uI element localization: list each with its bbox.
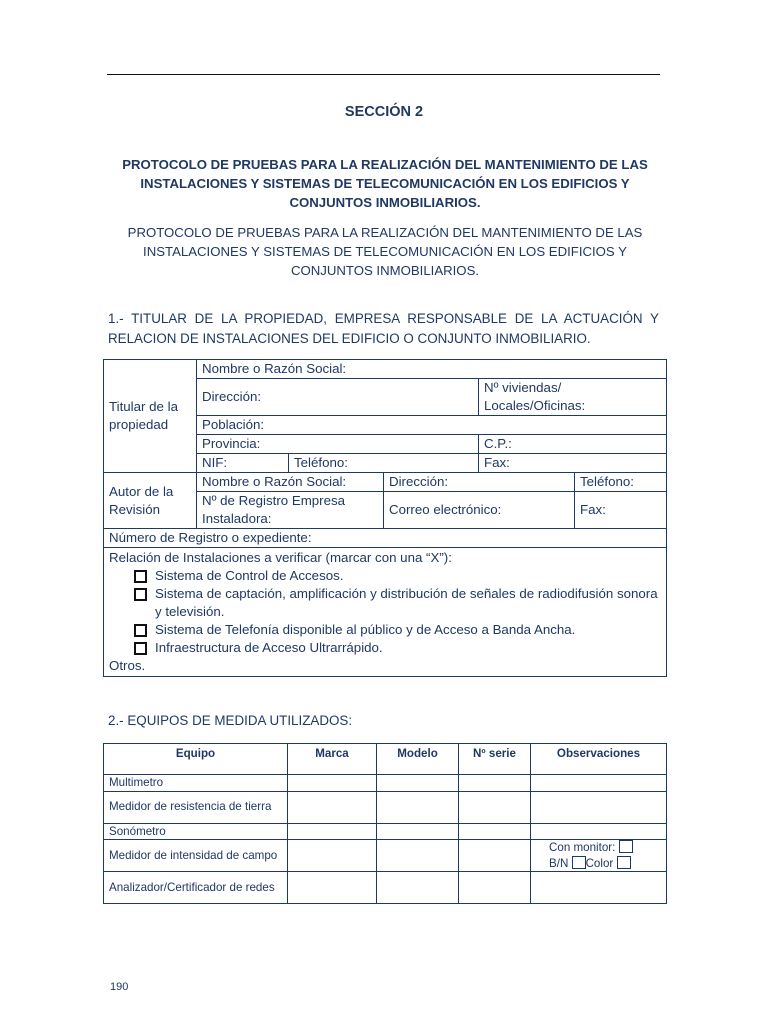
color-label: Color [585, 856, 614, 870]
marca-cell[interactable] [288, 775, 377, 792]
header-serie: Nº serie [459, 744, 531, 775]
check-label: Sistema de Telefonía disponible al público y de Acceso a Banda Ancha. [155, 622, 576, 637]
check-item[interactable] [109, 585, 661, 621]
observaciones-cell[interactable] [531, 823, 667, 840]
checkbox-icon[interactable] [134, 570, 147, 583]
observaciones-cell[interactable] [531, 840, 667, 872]
color-checkbox[interactable] [617, 856, 631, 869]
checkbox-icon[interactable] [134, 588, 147, 601]
poblacion-field[interactable]: Población: [197, 416, 667, 435]
nif-field[interactable]: NIF: [197, 454, 289, 473]
check-label: Infraestructura de Acceso Ultrarrápido. [155, 640, 383, 655]
num-registro-field[interactable]: Número de Registro o expediente: [104, 529, 667, 548]
con-monitor-checkbox[interactable] [619, 840, 633, 853]
provincia-field[interactable]: Provincia: [197, 435, 479, 454]
serie-cell[interactable] [459, 840, 531, 872]
modelo-cell[interactable] [377, 791, 459, 823]
top-rule [107, 74, 660, 75]
equipo-name: Medidor de resistencia de tierra [104, 791, 288, 823]
observaciones-cell[interactable] [531, 872, 667, 904]
table-row [104, 872, 667, 904]
marca-cell[interactable] [288, 823, 377, 840]
relacion-label: Relación de Instalaciones a verificar (marcar con una “X”): [109, 550, 452, 565]
checkbox-icon[interactable] [134, 642, 147, 655]
header-equipo: Equipo [104, 744, 288, 775]
autor-direccion-field[interactable]: Dirección: [384, 473, 575, 492]
titular-label: Titular de la propiedad [104, 360, 197, 473]
direccion-field[interactable]: Dirección: [197, 379, 479, 416]
viviendas-field[interactable]: Nº viviendas/ Locales/Oficinas: [479, 379, 667, 416]
section-title: SECCIÓN 2 [344, 104, 424, 120]
otros-label: Otros. [109, 658, 146, 673]
serie-cell[interactable] [459, 872, 531, 904]
check-item[interactable] [109, 567, 661, 585]
serie-cell[interactable] [459, 791, 531, 823]
heading-equipos: 2.- EQUIPOS DE MEDIDA UTILIZADOS: [108, 713, 353, 728]
fax-field[interactable]: Fax: [479, 454, 667, 473]
autor-nombre-field[interactable]: Nombre o Razón Social: [197, 473, 384, 492]
nombre-field[interactable]: Nombre o Razón Social: [197, 360, 667, 379]
equipos-table [103, 743, 667, 904]
observaciones-cell[interactable] [531, 791, 667, 823]
bn-label: B/N [549, 856, 569, 870]
equipo-name: Medidor de intensidad de campo [104, 840, 288, 872]
check-label: Sistema de captación, amplificación y distribución de señales de radiodifusión sonora y televisión. [155, 586, 658, 619]
header-observaciones: Observaciones [531, 744, 667, 775]
check-item[interactable] [109, 639, 661, 657]
con-monitor-label: Con monitor: [549, 841, 616, 854]
check-label: Sistema de Control de Accesos. [155, 568, 344, 583]
check-item[interactable] [109, 621, 661, 639]
table-row [104, 840, 667, 872]
equipo-name: Analizador/Certificador de redes [104, 872, 288, 904]
observaciones-cell[interactable] [531, 775, 667, 792]
equipo-name: Multimetro [104, 775, 288, 792]
marca-cell[interactable] [288, 840, 377, 872]
equipo-name: Sonómetro [104, 823, 288, 840]
heading-titular: 1.- TITULAR DE LA PROPIEDAD, EMPRESA RESPONSABLE DE LA ACTUACIÓN Y RELACION DE INSTALACIONES DEL EDIFICIO O CONJUNTO INMOBILIARIO. [108, 311, 659, 346]
autor-telefono-field[interactable]: Teléfono: [575, 473, 667, 492]
cp-field[interactable]: C.P.: [479, 435, 667, 454]
header-modelo: Modelo [377, 744, 459, 775]
table-row [104, 775, 667, 792]
titular-table [103, 359, 667, 677]
telefono-field[interactable]: Teléfono: [289, 454, 479, 473]
serie-cell[interactable] [459, 775, 531, 792]
table-row [104, 823, 667, 840]
modelo-cell[interactable] [377, 840, 459, 872]
checkbox-icon[interactable] [134, 624, 147, 637]
table-row [104, 791, 667, 823]
bn-checkbox[interactable] [572, 856, 586, 869]
marca-cell[interactable] [288, 791, 377, 823]
modelo-cell[interactable] [377, 775, 459, 792]
registro-empresa-field[interactable]: Nº de Registro Empresa Instaladora: [197, 492, 384, 529]
page-number: 190 [110, 981, 129, 993]
protocol-title-regular: PROTOCOLO DE PRUEBAS PARA LA REALIZACIÓN DEL MANTENIMIENTO DE LAS INSTALACIONES Y SISTEMAS DE TELECOMUNICACIÓN EN LOS EDIFICIOS Y CONJUNTOS INMOBILIARIOS. [127, 225, 643, 278]
correo-field[interactable]: Correo electrónico: [384, 492, 575, 529]
instalaciones-list [104, 548, 667, 677]
modelo-cell[interactable] [377, 823, 459, 840]
autor-label: Autor de la Revisión [104, 473, 197, 529]
header-marca: Marca [288, 744, 377, 775]
modelo-cell[interactable] [377, 872, 459, 904]
autor-fax-field[interactable]: Fax: [575, 492, 667, 529]
serie-cell[interactable] [459, 823, 531, 840]
protocol-title-bold: PROTOCOLO DE PRUEBAS PARA LA REALIZACIÓN DEL MANTENIMIENTO DE LAS INSTALACIONES Y SISTEMAS DE TELECOMUNICACIÓN EN LOS EDIFICIOS Y CONJUNTOS INMOBILIARIOS. [122, 157, 648, 210]
marca-cell[interactable] [288, 872, 377, 904]
